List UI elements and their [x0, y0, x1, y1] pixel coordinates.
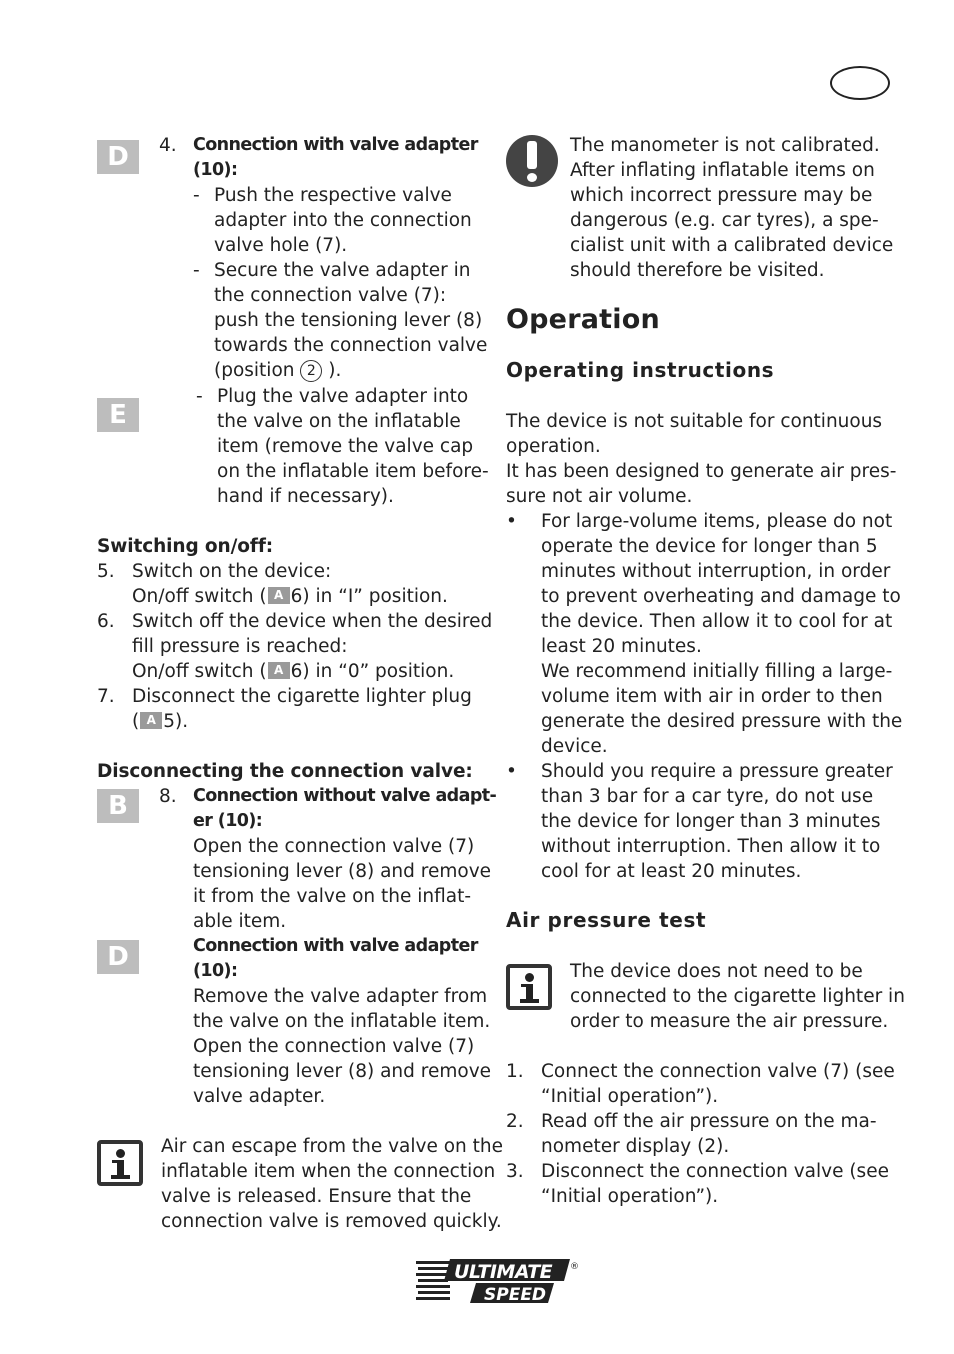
warning-line1: The manometer is not calibrated. [570, 135, 880, 156]
bullet-dot: • [506, 511, 517, 532]
bullet1-line1: For large-volume items, please do not [541, 511, 893, 532]
step-8d-title-line1: Connection with valve adapter [193, 936, 478, 956]
logo-graphic [414, 1255, 580, 1305]
disconnecting-heading: Disconnecting the connection valve: [97, 761, 473, 782]
test-step-number-2: 2. [506, 1111, 524, 1132]
info-note-line4: connection valve is removed quickly. [161, 1211, 502, 1232]
bullet-1-line3: valve hole (7). [214, 235, 348, 256]
info-test-line1: The device does not need to be [570, 961, 863, 982]
warning-line2: After inflating inflatable items on [570, 160, 875, 181]
info-test-line2: connected to the cigarette lighter in [570, 986, 905, 1007]
step-7-line2: ( A 5). [132, 711, 189, 732]
logo-registered-mark: ® [570, 1262, 579, 1272]
logo-text-ultimate: ULTIMATE [454, 1261, 553, 1283]
ultimate-speed-logo [414, 1255, 580, 1305]
test-step-2-line1: Read off the air pressure on the ma- [541, 1111, 877, 1132]
dash: - [193, 185, 200, 206]
bullet-3-line4: on the inflatable item before- [217, 461, 489, 482]
step-6-line3: On/off switch ( A 6) in “0” position. [132, 661, 455, 682]
bullet-1-line2: adapter into the connection [214, 210, 472, 231]
bullet2-line5: cool for at least 20 minutes. [541, 861, 802, 882]
bullet2-line4: without interruption. Then allow it to [541, 836, 881, 857]
test-step-number-3: 3. [506, 1161, 524, 1182]
bullet1-line7: We recommend initially filling a large- [541, 661, 893, 682]
bullet-2-line1: Secure the valve adapter in [214, 260, 471, 281]
warning-line5: cialist unit with a calibrated device [570, 235, 894, 256]
bullet1-line2: operate the device for longer than 5 [541, 536, 878, 557]
warning-icon [506, 135, 558, 187]
test-step-1-line1: Connect the connection valve (7) (see [541, 1061, 895, 1082]
switching-heading: Switching on/off: [97, 536, 274, 557]
step-5-line2: On/off switch ( A 6) in “I” position. [132, 586, 448, 607]
test-step-3-line1: Disconnect the connection valve (see [541, 1161, 889, 1182]
step-8-body-line2: tensioning lever (8) and remove [193, 861, 492, 882]
intro-line2: operation. [506, 436, 601, 457]
intro-line1: The device is not suitable for continuous [506, 411, 883, 432]
step-8-title-line2: er (10): [193, 811, 263, 831]
bullet-3-line2: the valve on the inflatable [217, 411, 461, 432]
figure-ref-a: A [268, 662, 290, 679]
step-number-5: 5. [97, 561, 115, 582]
intro-line3: It has been designed to generate air pres- [506, 461, 897, 482]
step-number-7: 7. [97, 686, 115, 707]
figure-ref-box-d: D [97, 940, 139, 974]
circled-number-2: 2 [300, 360, 322, 382]
step-8-title-line1: Connection without valve adapt- [193, 786, 497, 806]
test-step-number-1: 1. [506, 1061, 524, 1082]
bullet-1-line1: Push the respective valve [214, 185, 452, 206]
bullet1-line6: least 20 minutes. [541, 636, 702, 657]
bullet1-line4: to prevent overheating and damage to [541, 586, 901, 607]
step-6-line2: fill pressure is reached: [132, 636, 348, 657]
bullet2-line1: Should you require a pressure greater [541, 761, 893, 782]
bullet-2-line2: the connection valve (7): [214, 285, 447, 306]
bullet-2-line4: towards the connection valve [214, 335, 488, 356]
figure-ref-box-e: E [97, 398, 139, 432]
intro-line4: sure not air volume. [506, 486, 693, 507]
step-8-body-line1: Open the connection valve (7) [193, 836, 475, 857]
warning-line4: dangerous (e.g. car tyres), a spe- [570, 210, 879, 231]
figure-ref-box-b: B [97, 789, 139, 823]
bullet-2-line5: (position 2 ). [214, 360, 342, 381]
step-8d-title-line2: (10): [193, 961, 238, 981]
bullet2-line3: the device for longer than 3 minutes [541, 811, 881, 832]
step-8d-body-line3: Open the connection valve (7) [193, 1036, 475, 1057]
info-icon [506, 964, 552, 1010]
test-step-3-line2: “Initial operation”). [541, 1186, 719, 1207]
bullet2-line2: than 3 bar for a car tyre, do not use [541, 786, 874, 807]
figure-ref-a: A [268, 587, 290, 604]
step-6-line1: Switch off the device when the desired [132, 611, 493, 632]
warning-line6: should therefore be visited. [570, 260, 825, 281]
bullet-3-line3: item (remove the valve cap [217, 436, 474, 457]
step-5-line1: Switch on the device: [132, 561, 332, 582]
operating-instructions-heading: Operating instructions [506, 358, 775, 382]
bullet1-line9: generate the desired pressure with the [541, 711, 903, 732]
dash: - [196, 386, 203, 407]
step-8-body-line3: it from the valve on the inflat- [193, 886, 472, 907]
step-8d-body-line2: the valve on the inflatable item. [193, 1011, 491, 1032]
bullet1-line5: the device. Then allow it to cool for at [541, 611, 893, 632]
step-8-body-line4: able item. [193, 911, 287, 932]
bullet1-line10: device. [541, 736, 608, 757]
bullet1-line3: minutes without interruption, in order [541, 561, 891, 582]
language-badge-oval [830, 66, 890, 100]
air-pressure-test-heading: Air pressure test [506, 908, 707, 932]
step-number-8: 8. [159, 786, 177, 807]
step-4-title-line2: (10): [193, 160, 238, 180]
info-test-line3: order to measure the air pressure. [570, 1011, 889, 1032]
step-8d-body-line1: Remove the valve adapter from [193, 986, 488, 1007]
test-step-1-line2: “Initial operation”). [541, 1086, 719, 1107]
info-note-line3: valve is released. Ensure that the [161, 1186, 472, 1207]
info-note-line2: inflatable item when the connection [161, 1161, 496, 1182]
info-icon [97, 1140, 143, 1186]
operation-heading: Operation [506, 304, 660, 335]
logo-text-speed: SPEED [484, 1285, 547, 1305]
dash: - [193, 260, 200, 281]
warning-line3: which incorrect pressure may be [570, 185, 873, 206]
step-7-line1: Disconnect the cigarette lighter plug [132, 686, 472, 707]
bullet1-line8: volume item with air in order to then [541, 686, 883, 707]
step-4-title-line1: Connection with valve adapter [193, 135, 478, 155]
test-step-2-line2: nometer display (2). [541, 1136, 730, 1157]
info-note-line1: Air can escape from the valve on the [161, 1136, 504, 1157]
step-8d-body-line5: valve adapter. [193, 1086, 326, 1107]
step-number-6: 6. [97, 611, 115, 632]
figure-ref-box-d: D [97, 140, 139, 174]
step-number-4: 4. [159, 135, 177, 156]
step-8d-body-line4: tensioning lever (8) and remove [193, 1061, 492, 1082]
bullet-3-line5: hand if necessary). [217, 486, 394, 507]
bullet-2-line3: push the tensioning lever (8) [214, 310, 483, 331]
bullet-dot: • [506, 761, 517, 782]
figure-ref-a: A [140, 712, 162, 729]
bullet-3-line1: Plug the valve adapter into [217, 386, 469, 407]
